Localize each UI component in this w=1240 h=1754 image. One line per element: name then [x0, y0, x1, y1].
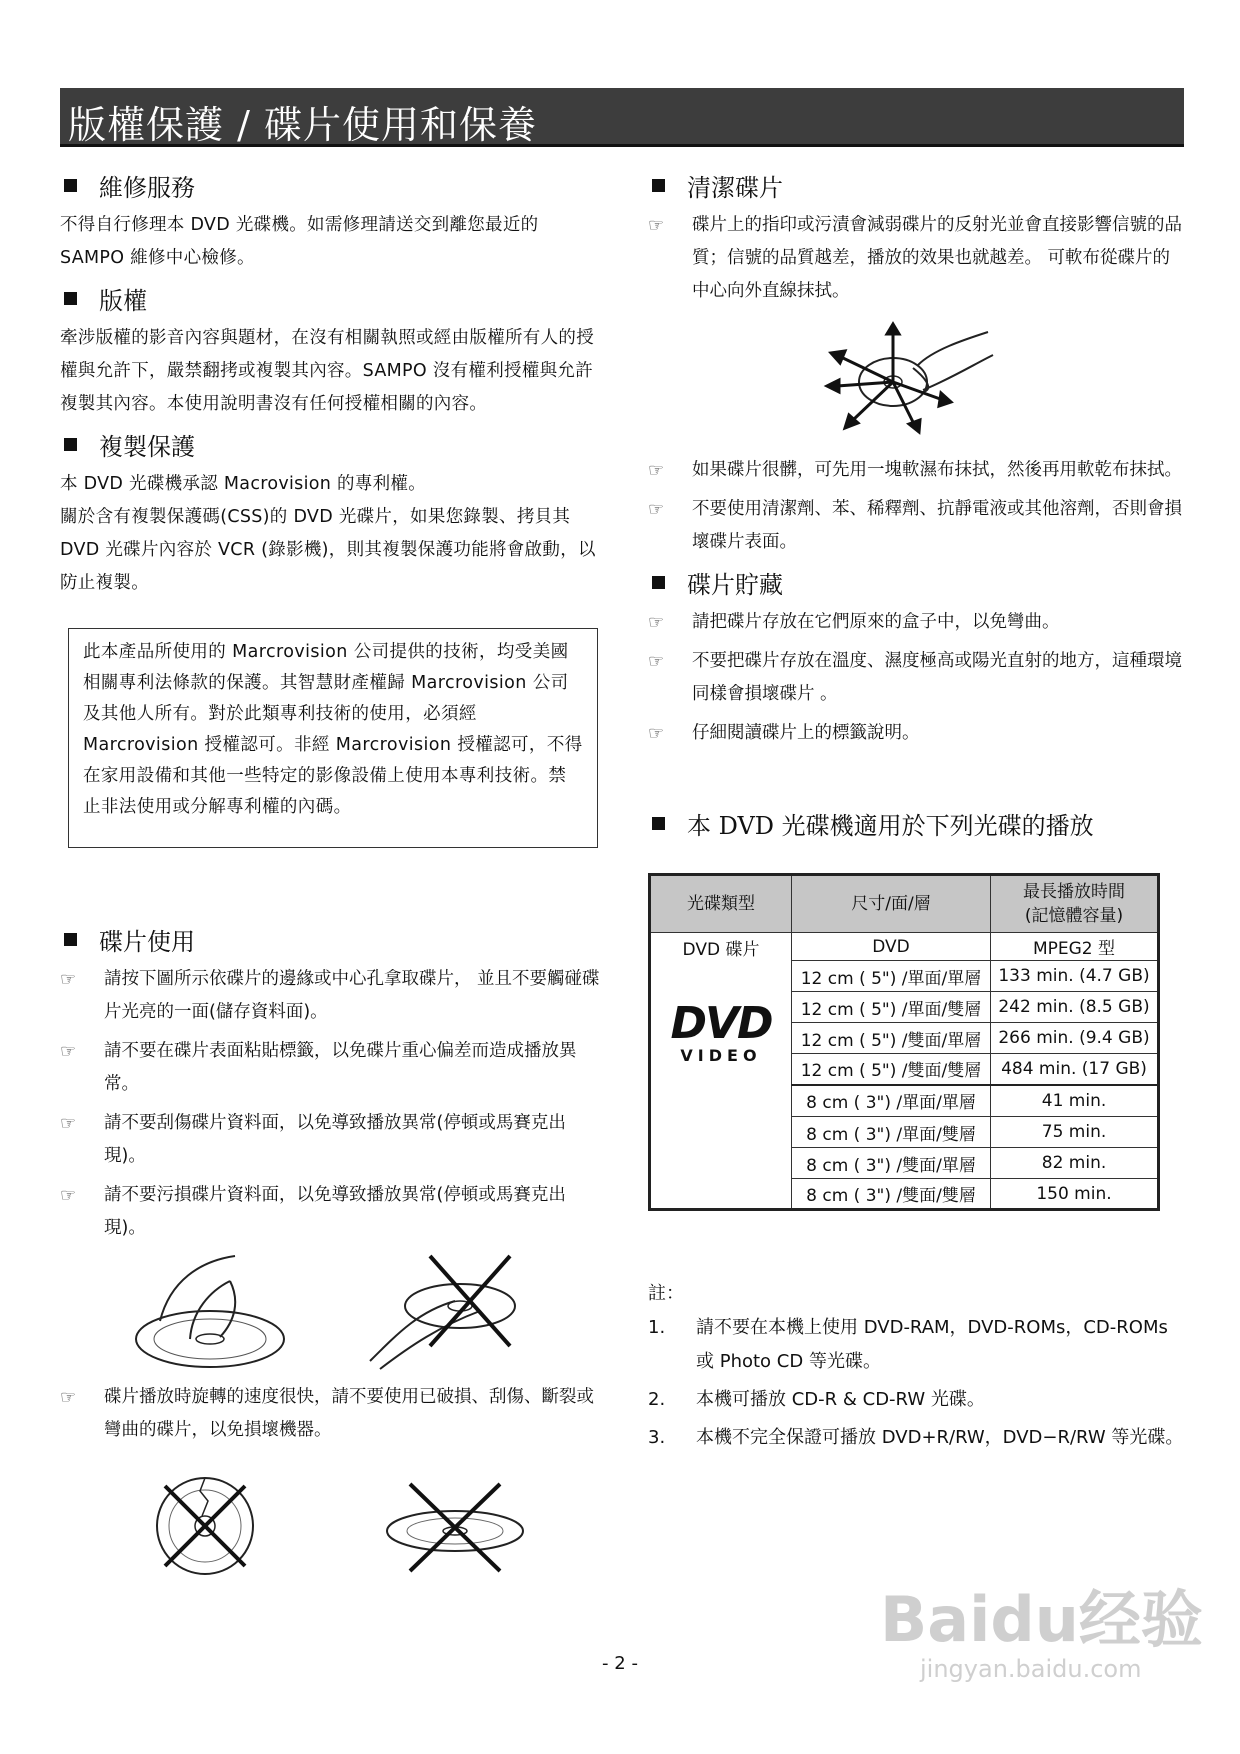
notes-label: 註： [648, 1283, 684, 1304]
dvd-video-logo: DVD VIDEO [670, 998, 772, 1065]
disc-compatibility-table [648, 873, 1160, 1211]
macrovision-notice-text: 此本產品所使用的 Marcrovision 公司提供的技術，均受美國相關專利法條款的保護。其智慧財產權歸 Marcrovision 公司及其他人所有。對於此類專利技術的使用，必須經 Marcrovision 授權認可。非經 Marcrovision 授權認可，不得在家用設備和其他一些特定的影像設備上使用本專利技術。禁止非法使用或分解專利權的內碼。 [83, 642, 583, 817]
list-item: ☞ 請按下圖所示依碟片的邊緣或中心孔拿取碟片， 並且不要觸碰碟片光亮的一面(儲存資料面)。 [60, 963, 605, 1029]
copyright-heading: 版權 [60, 281, 605, 316]
type-cell: DVD 碟片 DVD VIDEO [650, 933, 792, 1210]
service-heading: 維修服務 [60, 168, 605, 203]
list-item: ☞ 請不要刮傷碟片資料面，以免導致播放異常(停頓或馬賽克出現)。 [60, 1107, 605, 1173]
col-header-size: 尺寸/面/層 [792, 875, 991, 933]
watermark-url: jingyan.baidu.com [920, 1655, 1142, 1683]
pointing-hand-icon: ☞ [648, 651, 665, 672]
copy-protection-heading: 複製保護 [60, 427, 605, 462]
square-bullet-icon [652, 179, 665, 192]
pointing-hand-icon: ☞ [60, 1387, 77, 1408]
table-row: 12 cm ( 5") /雙面/單層 266 min. (9.4 GB) [650, 1023, 1159, 1054]
table-row: 8 cm ( 3") /單面/雙層 75 min. [650, 1117, 1159, 1148]
list-item: ☞ 仔細閱讀碟片上的標籤說明。 [648, 717, 1184, 750]
pointing-hand-icon: ☞ [60, 1185, 77, 1206]
pointing-hand-icon: ☞ [648, 460, 665, 481]
cracked-disc-icon [150, 1471, 260, 1581]
disc-wiping-illustration [648, 320, 1184, 440]
list-item: ☞ 不要使用清潔劑、苯、稀釋劑、抗靜電液或其他溶劑，否則會損壞碟片表面。 [648, 493, 1184, 559]
square-bullet-icon [652, 576, 665, 589]
square-bullet-icon [652, 817, 665, 830]
table-row: 8 cm ( 3") /單面/單層 41 min. [650, 1085, 1159, 1117]
col-header-time: 最長播放時間 (記憶體容量) [991, 875, 1159, 933]
pointing-hand-icon: ☞ [648, 215, 665, 236]
pointing-hand-icon: ☞ [648, 612, 665, 633]
pointing-hand-icon: ☞ [648, 723, 665, 744]
pointing-hand-icon: ☞ [648, 499, 665, 520]
watermark-brand: Baidu经验 [880, 1583, 1203, 1656]
copy-protection-line2: 關於含有複製保護碼(CSS)的 DVD 光碟片，如果您錄製、拷貝其 DVD 光碟片內容於 VCR (錄影機)，則其複製保護功能將會啟動，以防止複製。 [60, 507, 596, 593]
list-item: ☞ 碟片播放時旋轉的速度很快，請不要使用已破損、刮傷、斷裂或彎曲的碟片，以免損壞機器。 [60, 1381, 605, 1447]
list-item: ☞ 請不要污損碟片資料面，以免導致播放異常(停頓或馬賽克出現)。 [60, 1179, 605, 1245]
square-bullet-icon [64, 933, 77, 946]
table-row: 12 cm ( 5") /單面/單層 133 min. (4.7 GB) [650, 961, 1159, 992]
list-item: 1. 請不要在本機上使用 DVD-RAM，DVD-ROMs，CD-ROMs 或 Photo CD 等光碟。 [648, 1317, 1168, 1372]
service-text: 不得自行修理本 DVD 光碟機。如需修理請送交到離您最近的 SAMPO 維修中心檢修。 [60, 215, 539, 268]
table-row: 8 cm ( 3") /雙面/雙層 150 min. [650, 1179, 1159, 1210]
disc-use-heading: 碟片使用 [60, 922, 605, 957]
list-item: ☞ 不要把碟片存放在溫度、濕度極高或陽光直射的地方，這種環境同樣會損壞碟片 。 [648, 645, 1184, 711]
disc-handling-illustrations [60, 1251, 605, 1381]
copy-protection-line1: 本 DVD 光碟機承認 Macrovision 的專利權。 [60, 474, 427, 494]
list-item: ☞ 碟片上的指印或污漬會減弱碟片的反射光並會直接影響信號的品質；信號的品質越差，播放的效果也就越差。 可軟布從碟片的中心向外直線抹拭。 [648, 209, 1184, 308]
cleaning-heading: 清潔碟片 [648, 168, 1184, 203]
list-item: 2. 本機可播放 CD-R & CD-RW 光碟。 [648, 1389, 985, 1410]
table-header-row [650, 875, 1159, 933]
size-header-cell: DVD [792, 933, 991, 961]
right-column [648, 162, 1184, 1459]
hand-holding-disc-wrong-icon [360, 1251, 540, 1376]
notes-section [648, 1277, 1184, 1455]
pointing-hand-icon: ☞ [60, 1041, 77, 1062]
cloth-wiping-disc-icon [823, 320, 1003, 435]
square-bullet-icon [64, 179, 77, 192]
macrovision-notice-box [68, 628, 598, 848]
pointing-hand-icon: ☞ [60, 969, 77, 990]
damaged-disc-illustrations [60, 1461, 605, 1581]
table-row: 12 cm ( 5") /雙面/雙層 484 min. (17 GB) [650, 1054, 1159, 1085]
table-row: 8 cm ( 3") /雙面/單層 82 min. [650, 1148, 1159, 1179]
pointing-hand-icon: ☞ [60, 1113, 77, 1134]
storage-heading: 碟片貯藏 [648, 565, 1184, 600]
copyright-text: 牽涉版權的影音內容與題材，在沒有相關執照或經由版權所有人的授權與允許下，嚴禁翻拷或複製其內容。SAMPO 沒有權利授權與允許複製其內容。本使用說明書沒有任何授權相關的內容。 [60, 328, 594, 414]
list-item: ☞ 請不要在碟片表面粘貼標籤，以免碟片重心偏差而造成播放異常。 [60, 1035, 605, 1101]
title-banner [60, 88, 1184, 147]
table-row [650, 933, 1159, 961]
page-title: 版權保護 / 碟片使用和保養 [68, 103, 537, 147]
page-number: - 2 - [602, 1653, 638, 1674]
list-item: ☞ 如果碟片很髒，可先用一塊軟濕布抹拭，然後再用軟乾布抹拭。 [648, 454, 1184, 487]
list-item: 3. 本機不完全保證可播放 DVD+R/RW，DVD−R/RW 等光碟。 [648, 1427, 1184, 1448]
baidu-watermark [880, 1585, 1210, 1735]
hand-holding-disc-correct-icon [130, 1251, 290, 1376]
table-row: 12 cm ( 5") /單面/雙層 242 min. (8.5 GB) [650, 992, 1159, 1023]
left-column [60, 162, 605, 1581]
list-item: ☞ 請把碟片存放在它們原來的盒子中，以免彎曲。 [648, 606, 1184, 639]
warped-disc-icon [380, 1476, 530, 1576]
compat-heading: 本 DVD 光碟機適用於下列光碟的播放 [648, 806, 1184, 841]
format-cell: MPEG2 型 [991, 933, 1159, 961]
square-bullet-icon [64, 438, 77, 451]
col-header-type: 光碟類型 [650, 875, 792, 933]
square-bullet-icon [64, 292, 77, 305]
